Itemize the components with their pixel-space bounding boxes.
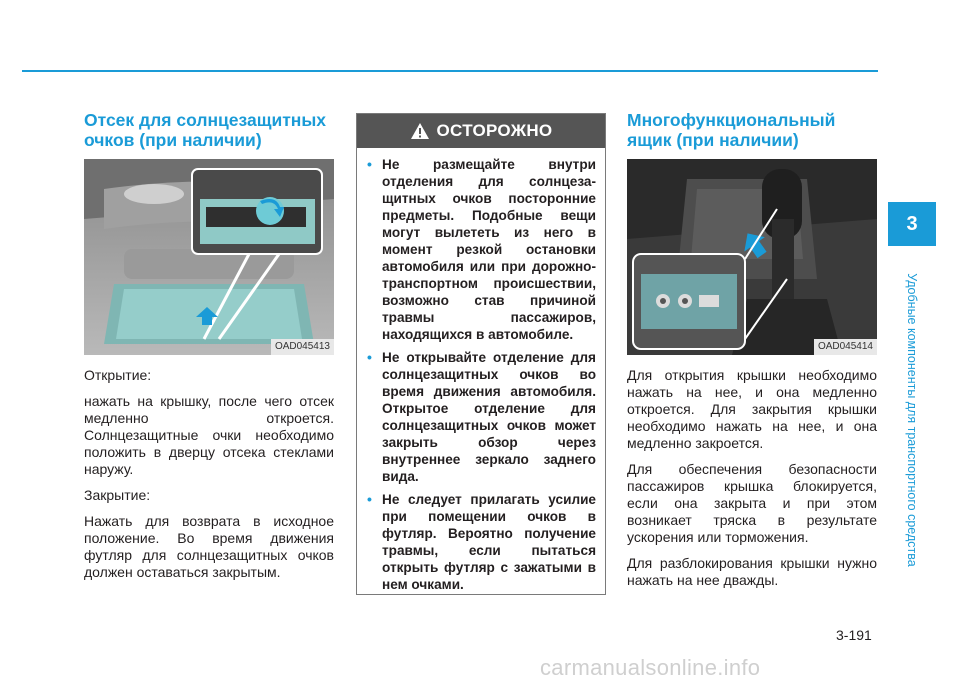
section-title-sunglass-holder: Отсек для солнцезащитных очков (при наличии) [84, 110, 327, 150]
image-code: OAD045413 [271, 339, 334, 355]
opening-heading: Открытие: [84, 367, 152, 383]
sunglass-holder-illustration [84, 159, 334, 355]
sunglass-holder-photo [84, 159, 334, 355]
chapter-title: Удобные компоненты для транспортного средства [905, 273, 919, 567]
warning-box [356, 113, 606, 595]
warning-header [357, 114, 605, 148]
multifunction-box-illustration [627, 159, 877, 355]
closing-heading: Закрытие: [84, 487, 151, 503]
warning-item-text: Не размещайте внутри отделения для солнцеза-щитных очков посторонние предметы. Подобные вещи могут вылететь из него в момент резкой остановки автомобиля или при дорожно-транспортном происшествии, возможно став причиной травмы пассажиров, находящихся в автомобиле. [382, 157, 596, 342]
multifunction-box-section [627, 110, 877, 589]
top-rule [22, 70, 878, 72]
watermark: carmanualsonline.info [540, 655, 761, 680]
sunglass-holder-section [84, 110, 334, 581]
warning-section [356, 113, 606, 595]
warning-item-text: Не следует прилагать усилие при помещении очков в футляр. Вероятно получение травмы, если пытаться открыть футляр с зажатыми в нем очками. [382, 492, 596, 592]
multifunction-para-1: Для открытия крышки необходимо нажать на нее, и она медленно откроется. Для закрытия крышки необходимо нажать на нее, и она медленно закроется. [627, 367, 877, 451]
multifunction-box-photo [627, 159, 877, 355]
warning-item [367, 491, 596, 593]
chapter-title-vertical [899, 255, 925, 585]
warning-list [357, 148, 605, 593]
warning-triangle-icon [410, 122, 430, 140]
bullet-icon: • [367, 349, 372, 365]
image-code: OAD045414 [814, 339, 877, 355]
closing-text: Нажать для возврата в исходное положение. Во время движения футляр для солнцезащитных очков должен оставаться закрытым. [84, 513, 334, 580]
multifunction-para-3: Для разблокирования крышки нужно нажать на нее дважды. [627, 555, 877, 588]
warning-item [367, 349, 596, 485]
warning-item-text: Не открывайте отделение для солнцезащитных очков во время движения автомобиля. Открытое отделение для солнцезащитных очков может закрыть обзор через внутреннее зеркало заднего вида. [382, 350, 596, 484]
opening-text: нажать на крышку, после чего отсек медленно откроется. Солнцезащитные очки необходимо положить в дверцу отсека стеклами наружу. [84, 393, 334, 477]
warning-title: ОСТОРОЖНО [436, 121, 553, 140]
page-number: 3-191 [836, 627, 872, 643]
section-title-multifunction-box: Многофункциональный ящик (при наличии) [627, 110, 836, 150]
chapter-tab[interactable]: 3 [888, 202, 936, 246]
bullet-icon: • [367, 156, 372, 172]
bullet-icon: • [367, 491, 372, 507]
multifunction-para-2: Для обеспечения безопасности пассажиров крышка блокируется, если она закрыта и при этом возникает тряска в результате ускорения или торможения. [627, 461, 877, 545]
warning-item [367, 156, 596, 343]
